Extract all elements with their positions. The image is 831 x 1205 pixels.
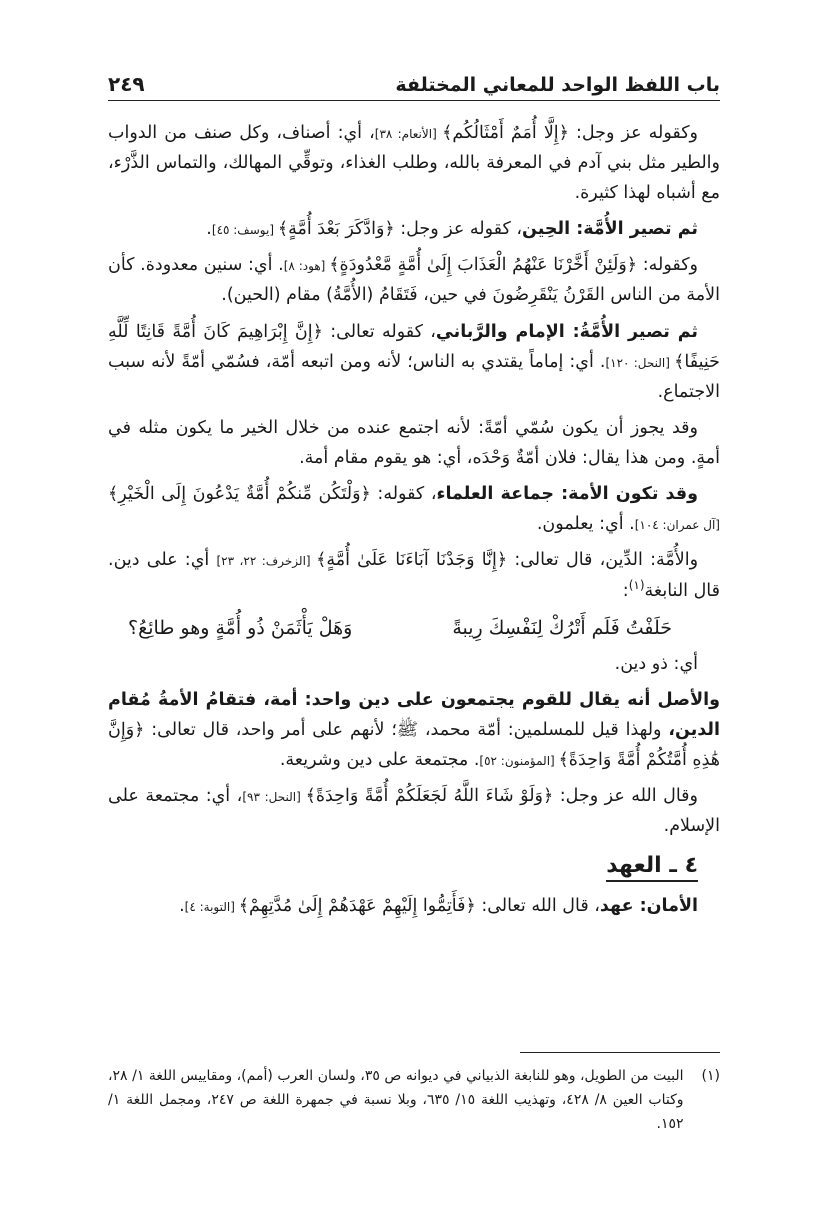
- text-span: . أي: يعلمون.: [536, 514, 635, 535]
- poem-verse: [108, 612, 720, 645]
- text-span: .: [179, 896, 185, 917]
- paragraph-8: أي: ذو دين.: [614, 653, 698, 674]
- text-span: وقال الله عز وجل:: [553, 786, 698, 807]
- footnote-text: البيت من الطويل، وهو للنابغة الذبياني في ديوانه ص ٣٥، ولسان العرب (أمم)، ومقاييس اللغة ١/ ٢٨، وكتاب العين ٨/ ٤٢٨، وتهذيب اللغة ١٥/ ٦٣٥، وبلا نسبة في جمهرة اللغة ص ٢٤٧، ومجمل اللغة ١/ ١٥٢.: [108, 1068, 684, 1133]
- paragraph-3: [108, 250, 720, 310]
- paragraph-4: [108, 317, 720, 407]
- text-span: وكقوله:: [637, 255, 699, 276]
- text-span: ولهذا قيل للمسلمين: أمّة محمد، ﷺ؛ لأنهم على أمر واحد، قال تعالى:: [144, 720, 669, 741]
- text-span: :: [622, 581, 629, 602]
- paragraph-10: [108, 781, 720, 841]
- text-span: ، قال الله تعالى:: [475, 896, 600, 917]
- verse-reference: [النحل: ٩٣]: [242, 790, 306, 805]
- text-span: ، أي: مجتمعة على الإسلام.: [108, 786, 720, 837]
- bold-heading: ثم تصير الأُمَّة: الحِين: [522, 219, 698, 240]
- text-span: . مجتمعة على دين وشريعة.: [279, 750, 480, 771]
- paragraph-9: [108, 685, 720, 775]
- chapter-title: باب اللفظ الواحد للمعاني المختلفة: [395, 74, 720, 96]
- text-span: . أي: سنين معدودة. كأن الأمة من الناس القَرْنُ يَنْقَرِضُونَ في حين، فَتَقَامُ (الأُمَّةُ) مقام (الحين).: [108, 255, 720, 306]
- bold-heading: ثم تصير الأُمَّةُ: الإمام والرَّباني: [435, 321, 699, 342]
- text-span: والأُمَّة: الدِّين، قال تعالى:: [507, 550, 699, 571]
- text-span: أي: على دين. قال النابغة: [108, 550, 720, 602]
- footnote-item: [108, 1064, 720, 1136]
- paragraph-6: [108, 479, 720, 539]
- verse-reference: [آل عمران: ١٠٤]: [634, 518, 720, 533]
- poem-second-hemistich: وَهَلْ يَأْثَمَنْ ذُو أُمَّةٍ وهو طائِعُ؟: [128, 617, 353, 640]
- page-header: [108, 66, 720, 101]
- verse-reference: [المؤمنون: ٥٢]: [479, 754, 559, 769]
- quran-verse: ﴿وَلَوْ شَاءَ اللَّهُ لَجَعَلَكُمْ أُمَّةً وَاحِدَةً﴾: [305, 786, 554, 807]
- bold-heading: وقد تكون الأمة: جماعة العلماء: [436, 484, 699, 505]
- text-span: ، أي: أصناف، وكل صنف من الدواب والطير مثل بني آدم في المعرفة بالله، وطلب الغذاء، وتوقِّي المهالك، والتماس الذَّرْء، مع أشباه لهذا كثيرة.: [108, 123, 720, 204]
- text-span: . أي: إماماً يقتدي به الناس؛ لأنه ومن اتبعه أمّة، فسُمّي أمّةً لأنه سبب الاجتماع.: [108, 351, 720, 402]
- quran-verse: ﴿وَإِنَّ هَٰذِهِ أُمَّتُكُمْ أُمَّةً وَاحِدَةً﴾: [108, 720, 720, 771]
- footnotes: [108, 1064, 720, 1136]
- quran-verse: ﴿وَلْتَكُن مِّنكُمْ أُمَّةٌ يَدْعُونَ إِلَى الْخَيْرِ﴾: [108, 484, 371, 505]
- section-title: ٤ ـ العهد: [606, 853, 698, 882]
- text-span: .: [206, 219, 212, 240]
- text-span: ، كقوله:: [370, 484, 437, 505]
- main-text: [108, 118, 720, 927]
- verse-reference: [يوسف: ٤٥]: [211, 223, 278, 238]
- paragraph-11: [108, 891, 720, 921]
- paragraph-1: [108, 118, 720, 208]
- verse-reference: [الأنعام: ٣٨]: [374, 127, 443, 141]
- quran-verse: ﴿فَأَتِمُّوا إِلَيْهِمْ عَهْدَهُمْ إِلَىٰ مُدَّتِهِمْ﴾: [238, 896, 476, 917]
- footnote-divider: [520, 1052, 720, 1053]
- bold-heading: والأصل أنه يقال للقوم يجتمعون على دين واحد: أمة، فتقامُ الأمةُ مُقام الدين،: [108, 690, 720, 741]
- quran-verse: ﴿وَادَّكَرَ بَعْدَ أُمَّةٍ﴾: [277, 219, 395, 240]
- quran-verse: ﴿إِنَّا وَجَدْنَا آبَاءَنَا عَلَىٰ أُمَّةٍ﴾: [316, 550, 508, 571]
- quran-verse: ﴿إِنَّ إِبْرَاهِيمَ كَانَ أُمَّةً قَانِتًا لِّلَّهِ حَنِيفًا﴾: [108, 321, 720, 372]
- text-span: ، كقوله عز وجل:: [394, 219, 523, 240]
- quran-verse: ﴿وَلَئِنْ أَخَّرْنَا عَنْهُمُ الْعَذَابَ إِلَىٰ أُمَّةٍ مَّعْدُودَةٍ﴾: [329, 255, 638, 276]
- text-span: ، كقوله تعالى:: [322, 321, 436, 342]
- quran-verse: ﴿إِلَّا أُمَمٌ أَمْثَالُكُم﴾: [442, 123, 569, 143]
- paragraph-5: وقد يجوز أن يكون سُمّي أمّةً: لأنه اجتمع عنده من خلال الخير ما يكون مثله في أمةٍ. ومن هذا يقال: فلان أمّةٌ وَحْدَه، أي: هو يقوم مقام أمة.: [108, 417, 720, 468]
- paragraph-2: [108, 214, 720, 244]
- text-span: وكقوله عز وجل:: [568, 123, 699, 143]
- poem-first-hemistich: حَلَفْتُ فَلَم أَتْرُكْ لِنَفْسِكَ رِيبةً: [452, 617, 672, 640]
- footnote-number: (١): [701, 1068, 720, 1084]
- bold-heading: الأمان: عهد: [599, 896, 698, 917]
- verse-reference: [الزخرف: ٢٢، ٢٣]: [216, 554, 317, 569]
- verse-reference: [التوبة: ٤]: [184, 900, 239, 915]
- verse-reference: [هود: ٨]: [283, 259, 330, 274]
- section-heading: [108, 847, 720, 885]
- footnote-marker[interactable]: (١): [628, 578, 645, 593]
- paragraph-7: [108, 545, 720, 606]
- page-number: ٢٤٩: [108, 72, 145, 96]
- verse-reference: [النحل: ١٢٠]: [605, 355, 675, 370]
